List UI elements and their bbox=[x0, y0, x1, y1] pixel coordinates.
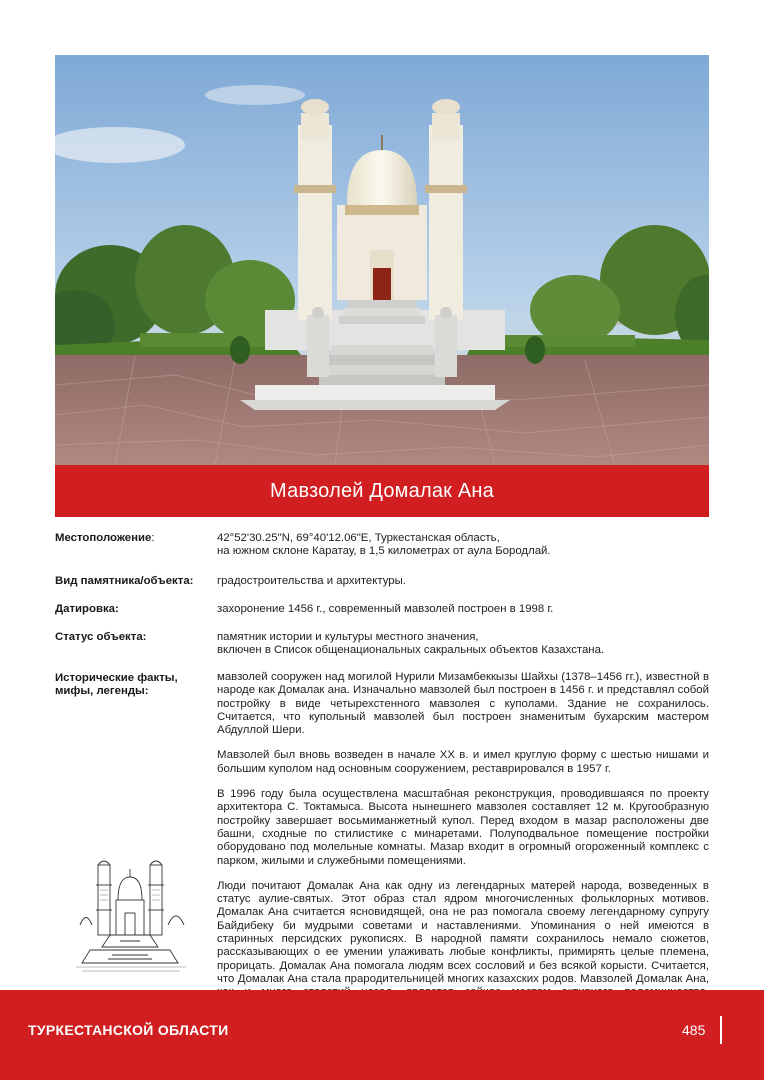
history-paragraph: Люди почитают Домалак Ана как одну из легендарных матерей народа, возведенных в статус аулие-святых. Этот образ стал ядром многочисленных фольклорных мотивов. Домалак Ана считается ясновидящей, она не раз помогала своему легендарному супругу Байдибеку би мудрыми советами и наставлениями. Упоминания о ней имеются в старинных персидских рукописях. В народной памяти сохранилось немало сюжетов, рассказывающих о ее умении улаживать любые конфликты, примирять целые племена, прорицать. Домалак Ана помогала людям всех сословий и без всякой корысти. Считается, что Домалак Ана стала прародительницей многих казахских родов. Мавзолей Домалак Ана, bbox=[217, 879, 709, 985]
field-value-line: включен в Список общенациональных сакральных объектов Казахстана. bbox=[217, 644, 605, 657]
field-value-line: на южном склоне Каратау, в 1,5 километрах от аула Бородлай. bbox=[217, 545, 551, 558]
field-label: Датировка: bbox=[55, 603, 119, 615]
history-paragraph: мавзолей сооружен над могилой Нурили Мизамбеккызы Шайхы (1378–1456 гг.), известной в народе как Домалак ана. Изначально мавзолей был построен в 1456 г. и представлял собой постройку в виде четырехстенного мавзолея с куполами. Здание не сохранилось. Считается, что купольный мавзолей был построен знаменитым бухарским мастером Абдуллой Шери. bbox=[217, 671, 709, 737]
field-label-colon: : bbox=[151, 532, 155, 544]
history-paragraph: Мавзолей был вновь возведен в начале XX в. и имел круглую форму с шестью нишами и большим куполом над основным сооружением, реставрировался в 1957 г. bbox=[217, 749, 709, 775]
history-text bbox=[217, 671, 709, 1025]
field-label: Вид памятника/объекта: bbox=[55, 575, 194, 587]
title-band bbox=[55, 465, 709, 517]
field-label: Исторические факты, мифы, легенды: bbox=[55, 672, 178, 698]
page-number-divider bbox=[720, 1016, 722, 1044]
field-value-line: захоронение 1456 г., современный мавзолей построен в 1998 г. bbox=[217, 603, 554, 615]
field-value-line: градостроительства и архитектуры. bbox=[217, 575, 406, 587]
field-label: Статус объекта: bbox=[55, 631, 147, 643]
page-number: 485 bbox=[682, 1022, 706, 1038]
field-value-line: памятник истории и культуры местного значения, bbox=[217, 631, 479, 643]
footer-region: ТУРКЕСТАНСКОЙ ОБЛАСТИ bbox=[28, 1022, 229, 1038]
field-value-line: 42°52'30.25"N, 69°40'12.06"E, Туркестанская область, bbox=[217, 532, 500, 544]
mausoleum-sketch bbox=[72, 855, 192, 980]
footer-band bbox=[0, 990, 764, 1080]
history-paragraph: В 1996 году была осуществлена масштабная реконструкция, проводившаяся по проекту архитектора С. Токтамыса. Высота нынешнего мавзолея составляет 12 м. Кругообразную постройку завершает восьмиманжетный купол. Перед входом в мазар расположены две башни, сходные по стилистике с минаретами. Полуподвальное помещение постройки оборудовано под молельные комнаты. Мазар входит в огромный огороженный комплекс с парком, жилыми и служебными помещениями. bbox=[217, 788, 709, 867]
page-title: Мавзолей Домалак Ана bbox=[270, 479, 494, 502]
mausoleum-photo bbox=[55, 55, 709, 465]
field-label: Местоположение bbox=[55, 532, 152, 544]
